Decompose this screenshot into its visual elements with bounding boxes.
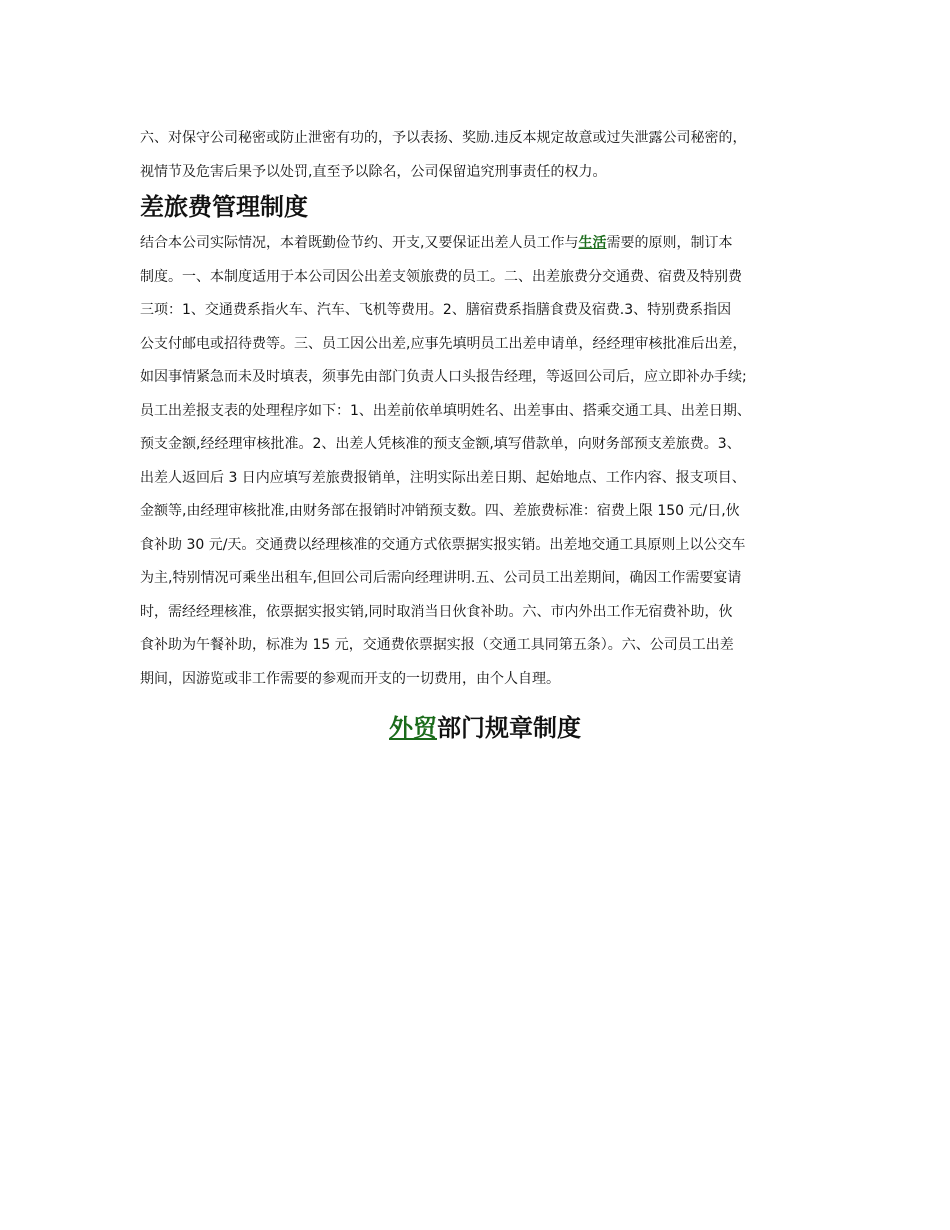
paragraph-line: 期间，因游览或非工作需要的参观而开支的一切费用，由个人自理。: [140, 670, 560, 687]
paragraph-line: 时，需经经理核准，依票据实报实销,同时取消当日伙食补助。六、市内外出工作无宿费补助，伙: [140, 603, 733, 620]
life-link[interactable]: 生活: [578, 235, 607, 251]
foreign-trade-link[interactable]: 外贸: [389, 714, 437, 742]
paragraph-line: 员工出差报支表的处理程序如下：1、出差前依单填明姓名、出差事由、搭乘交通工具、出差日期、: [140, 402, 751, 419]
intro-paragraph: [140, 122, 830, 189]
paragraph-line: 三项：1、交通费系指火车、汽车、飞机等费用。2、膳宿费系指膳食费及宿费.3、特别费系指因: [140, 302, 732, 318]
document-body: [140, 122, 830, 743]
paragraph-line: 食补助为午餐补助，标准为 15 元，交通费依票据实报（交通工具同第五条）。六、公司员工出差: [140, 637, 734, 653]
paragraph-line: 出差人返回后 3 日内应填写差旅费报销单，注明实际出差日期、起始地点、工作内容、报支项目、: [140, 469, 746, 486]
intro-line: 视情节及危害后果予以处罚,直至予以除名，公司保留追究刑事责任的权力。: [140, 163, 607, 180]
paragraph-line: 公支付邮电或招待费等。三、员工因公出差,应事先填明员工出差申请单，经经理审核批准后出差，: [140, 335, 747, 352]
paragraph-text: 需要的原则，制订本: [606, 235, 733, 251]
paragraph-line: 预支金额,经经理审核批准。2、出差人凭核准的预支金额,填写借款单，向财务部预支差旅费。3、: [140, 436, 741, 452]
section-heading-travel-expense: 差旅费管理制度: [140, 193, 308, 221]
travel-expense-paragraph: [140, 227, 830, 696]
paragraph-line: 制度。一、本制度适用于本公司因公出差支领旅费的员工。二、出差旅费分交通费、宿费及特别费: [140, 268, 742, 285]
intro-line: 六、对保守公司秘密或防止泄密有功的，予以表扬、奖励.违反本规定故意或过失泄露公司秘密的，: [140, 130, 747, 146]
paragraph-line: [140, 227, 830, 261]
paragraph-line: 食补助 30 元/天。交通费以经理核准的交通方式依票据实报实销。出差地交通工具原则上以公交车: [140, 536, 746, 553]
paragraph-line: 金额等,由经理审核批准,由财务部在报销时冲销预支数。四、差旅费标准：宿费上限 150 元/日,伙: [140, 503, 740, 519]
section-heading-foreign-trade: [140, 708, 830, 743]
paragraph-line: 如因事情紧急而未及时填表，须事先由部门负责人口头报告经理，等返回公司后，应立即补办手续;: [140, 369, 747, 385]
heading-text: 部门规章制度: [437, 714, 581, 742]
paragraph-text: 结合本公司实际情况，本着既勤俭节约、开支,又要保证出差人员工作与: [140, 235, 579, 251]
paragraph-line: 为主,特别情况可乘坐出租车,但回公司后需向经理讲明.五、公司员工出差期间，确因工作需要宴请: [140, 570, 742, 586]
